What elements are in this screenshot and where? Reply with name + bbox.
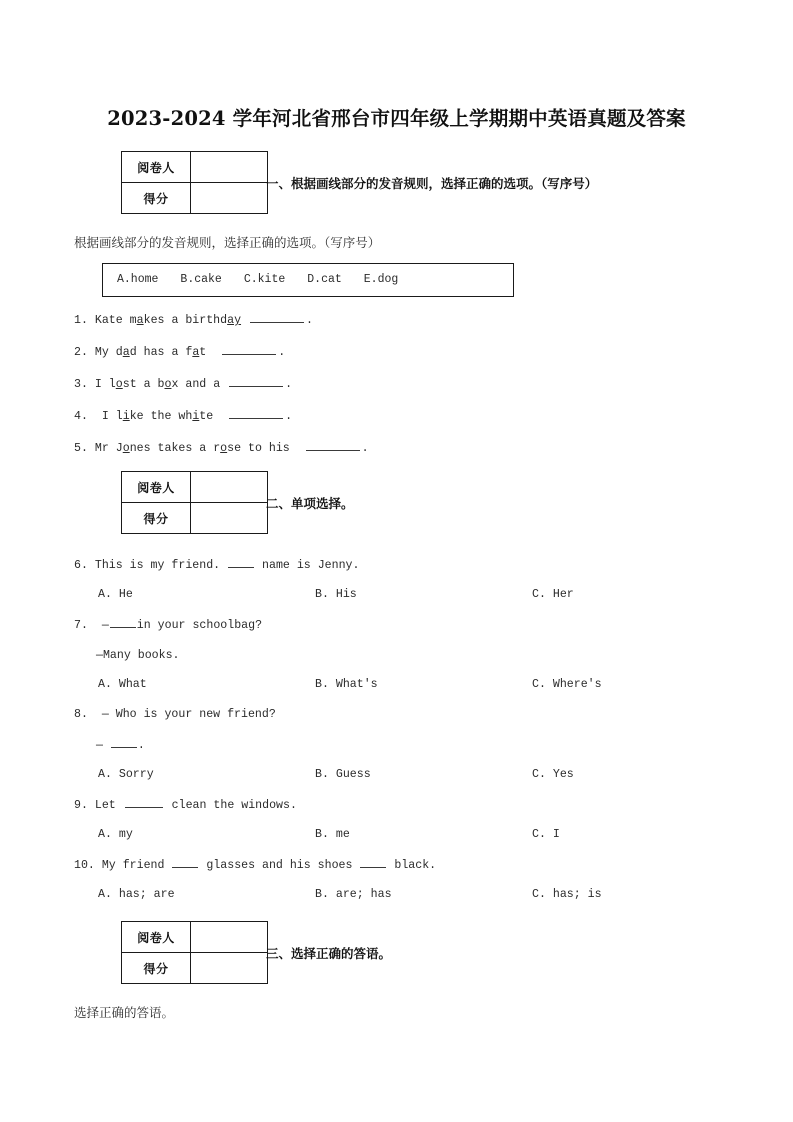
section-header-3: [74, 921, 719, 993]
choices-6: [74, 586, 719, 603]
question-text-part: d has a f: [129, 346, 193, 359]
question-number: 9.: [74, 799, 88, 812]
choice-a[interactable]: A. What: [98, 678, 147, 691]
underlined-phoneme: o: [164, 378, 172, 391]
question-10: [74, 856, 719, 874]
section-header-2: [74, 471, 719, 543]
question-text-tail: .: [361, 442, 369, 455]
word-bank-option-e: E.dog: [363, 273, 399, 286]
question-9: [74, 796, 719, 814]
question-8: [74, 706, 719, 754]
section-instruction-3: 选择正确的答语。: [74, 1005, 175, 1020]
question-stem-pre: — Who is your new friend?: [87, 708, 276, 721]
question-number: 10.: [74, 859, 95, 872]
score-table-1: [121, 151, 268, 214]
word-bank-option-d: D.cat: [307, 273, 342, 286]
score-value-cell[interactable]: [191, 953, 268, 984]
question-stem-post: name is Jenny.: [255, 559, 360, 572]
choice-a[interactable]: A. my: [98, 828, 133, 841]
word-bank-box: [102, 263, 514, 297]
choice-b[interactable]: B. His: [315, 588, 357, 601]
underlined-phoneme: o: [220, 442, 228, 455]
table-row: [122, 953, 268, 984]
question-text-tail: .: [285, 410, 293, 423]
score-table-2: [121, 471, 268, 534]
table-row: [122, 472, 268, 503]
table-row: [122, 183, 268, 214]
choice-c[interactable]: C. Where's: [532, 678, 602, 691]
section-header-1: [74, 151, 719, 223]
reviewer-label: 阅卷人: [122, 922, 191, 953]
score-table-3: [121, 921, 268, 984]
score-value-cell[interactable]: [191, 183, 268, 214]
question-1: [74, 311, 719, 329]
section-heading-3: 三、选择正确的答语。: [266, 946, 392, 961]
question-stem-post: in your schoolbag?: [136, 619, 263, 632]
answer-blank[interactable]: [172, 856, 198, 868]
underlined-phoneme: i: [122, 410, 130, 423]
choice-a[interactable]: A. has; are: [98, 888, 175, 901]
question-2: [74, 343, 719, 361]
question-text-part: My d: [94, 346, 123, 359]
choices-9: [74, 826, 719, 843]
answer-blank[interactable]: [110, 616, 136, 628]
question-stem-pre: This is my friend.: [87, 559, 228, 572]
answer-blank[interactable]: [360, 856, 386, 868]
question-text-part: Mr J: [94, 442, 123, 455]
question-text-part: kes a birthd: [143, 314, 228, 327]
question-text-part: I l: [94, 410, 123, 423]
question-7: [74, 616, 719, 664]
question-stem-post: black.: [387, 859, 437, 872]
continuation-pre: —: [96, 739, 110, 752]
word-bank-option-c: C.kite: [243, 273, 286, 286]
question-number: 1.: [74, 314, 88, 327]
question-number: 4.: [74, 410, 88, 423]
answer-blank[interactable]: [229, 407, 283, 419]
answer-blank[interactable]: [125, 796, 163, 808]
question-6: [74, 556, 719, 574]
question-stem-pre: —: [87, 619, 109, 632]
question-text-part: te: [199, 410, 214, 423]
continuation-post: .: [137, 739, 145, 752]
choice-c[interactable]: C. Her: [532, 588, 574, 601]
question-stem-mid: glasses and his shoes: [199, 859, 360, 872]
table-row: [122, 922, 268, 953]
question-text-part: t: [199, 346, 207, 359]
choice-b[interactable]: B. Guess: [315, 768, 371, 781]
underlined-phoneme: a: [136, 314, 144, 327]
question-stem-pre: My friend: [94, 859, 172, 872]
reviewer-value-cell[interactable]: [191, 152, 268, 183]
answer-blank[interactable]: [111, 736, 137, 748]
question-stem-pre: Let: [87, 799, 123, 812]
question-text-part: Kate m: [94, 314, 137, 327]
reviewer-label: 阅卷人: [122, 152, 191, 183]
question-text-part: se to his: [227, 442, 290, 455]
answer-blank[interactable]: [250, 311, 304, 323]
question-text-part: I l: [94, 378, 116, 391]
question-number: 7.: [74, 619, 88, 632]
question-text-tail: .: [285, 378, 293, 391]
reviewer-value-cell[interactable]: [191, 922, 268, 953]
section-heading-1: 一、根据画线部分的发音规则，选择正确的选项。（写序号）: [266, 176, 598, 191]
answer-blank[interactable]: [229, 375, 283, 387]
underlined-phoneme: i: [192, 410, 200, 423]
question-text-tail: .: [306, 314, 313, 327]
choice-c[interactable]: C. Yes: [532, 768, 574, 781]
question-number: 5.: [74, 442, 88, 455]
score-label: 得分: [122, 953, 191, 984]
choice-a[interactable]: A. He: [98, 588, 133, 601]
question-continuation: —Many books.: [96, 649, 180, 662]
choice-a[interactable]: A. Sorry: [98, 768, 154, 781]
choices-8: [74, 766, 719, 783]
question-number: 2.: [74, 346, 88, 359]
question-text-part: x and a: [171, 378, 221, 391]
section-instruction-1: 根据画线部分的发音规则，选择正确的选项。（写序号）: [74, 235, 381, 250]
question-text-part: st a b: [122, 378, 165, 391]
underlined-phoneme: a: [122, 346, 130, 359]
score-label: 得分: [122, 503, 191, 534]
underlined-phoneme: o: [115, 378, 123, 391]
question-text-tail: .: [278, 346, 286, 359]
question-continuation: [74, 736, 719, 754]
page-title: 2023-2024 学年河北省邢台市四年级上学期期中英语真题及答案: [107, 107, 686, 130]
question-text-part: nes takes a r: [129, 442, 221, 455]
answer-blank[interactable]: [222, 343, 276, 355]
question-text-part: ke the wh: [129, 410, 193, 423]
question-number: 3.: [74, 378, 88, 391]
choice-b[interactable]: B. are; has: [315, 888, 392, 901]
question-number: 6.: [74, 559, 88, 572]
word-bank-option-b: B.cake: [180, 273, 222, 286]
table-row: [122, 503, 268, 534]
question-5: [74, 439, 719, 457]
choices-7: [74, 676, 719, 693]
reviewer-label: 阅卷人: [122, 472, 191, 503]
score-value-cell[interactable]: [191, 503, 268, 534]
question-stem-post: clean the windows.: [164, 799, 297, 812]
answer-blank[interactable]: [228, 556, 254, 568]
choice-c[interactable]: C. has; is: [532, 888, 602, 901]
choice-c[interactable]: C. I: [532, 828, 560, 841]
section-heading-2: 二、单项选择。: [266, 496, 354, 511]
choice-b[interactable]: B. me: [315, 828, 350, 841]
underlined-phoneme: ay: [227, 314, 242, 327]
reviewer-value-cell[interactable]: [191, 472, 268, 503]
table-row: [122, 152, 268, 183]
choice-b[interactable]: B. What's: [315, 678, 378, 691]
underlined-phoneme: a: [192, 346, 200, 359]
question-3: [74, 375, 719, 393]
question-4: [74, 407, 719, 425]
underlined-phoneme: o: [122, 442, 130, 455]
word-bank-option-a: A.home: [117, 273, 159, 286]
answer-blank[interactable]: [306, 439, 360, 451]
score-label: 得分: [122, 183, 191, 214]
question-number: 8.: [74, 708, 88, 721]
choices-10: [74, 886, 719, 903]
